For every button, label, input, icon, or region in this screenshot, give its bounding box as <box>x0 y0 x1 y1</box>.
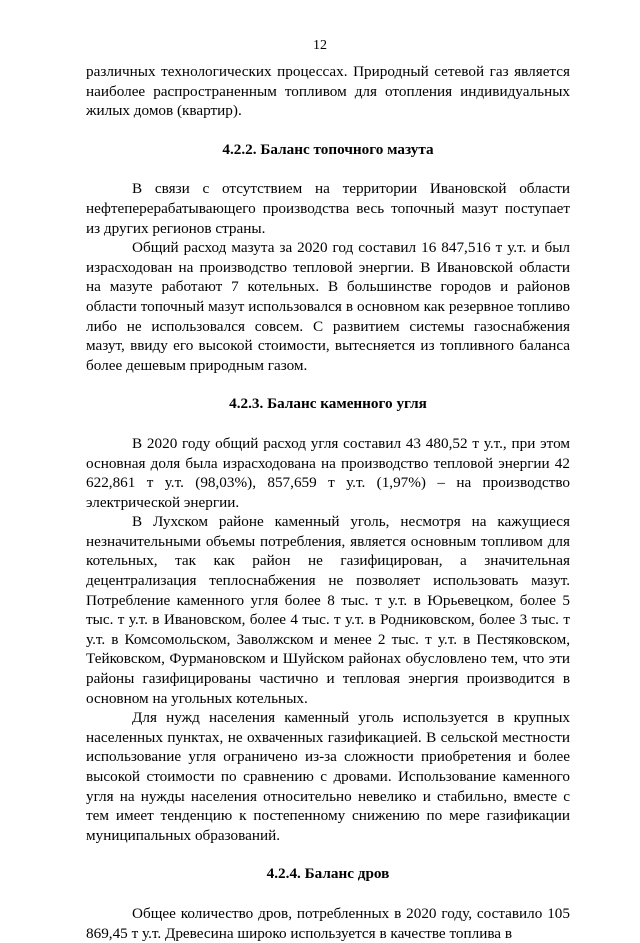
paragraph-fuel-oil-2: Общий расход мазута за 2020 год составил 16 847,516 т у.т. и был израсходован на производство тепловой энергии. В Ивановской области на мазуте работают 7 котельных. В большинстве городов и районов области топочный мазут использовался в основном как резервное топливо либо не использовался совсем. С развитием системы газоснабжения мазут, ввиду его высокой стоимости, вытесняется из топливного баланса более дешевым природным газом. <box>86 239 570 374</box>
page-number: 12 <box>313 38 327 53</box>
section-heading-fuel-oil: 4.2.2. Баланс топочного мазута <box>222 140 434 158</box>
page-content <box>86 62 570 943</box>
paragraph-coal-2: В Лухском районе каменный уголь, несмотря на кажущиеся незначительными объемы потребления, является основным топливом для котельных, так как район не газифицирован, а значительная децентрализация теплоснабжения не позволяет использовать мазут. Потребление каменного угля более 8 тыс. т у.т. в Юрьевецком, более 5 тыс. т у.т. в Ивановском, более 4 тыс. т у.т. в Родниковском, более 3 тыс. т у.т. в Комсомольском, Заволжском и менее 2 тыс. т у.т. в Пестяковском, Тейковском, Фурмановском и Шуйском районах обусловлено тем, что эти районы газифицированы частично и тепловая энергия производится в основном на угольных котельных. <box>86 513 570 707</box>
section-heading-firewood: 4.2.4. Баланс дров <box>266 865 390 883</box>
section-heading-coal: 4.2.3. Баланс каменного угля <box>229 395 427 413</box>
paragraph-coal-1: В 2020 году общий расход угля составил 43 480,52 т у.т., при этом основная доля была израсходована на производство тепловой энергии 42 622,861 т у.т. (98,03%), 857,659 т у.т. (1,97%) – на производство электрической энергии. <box>86 434 570 511</box>
paragraph-fuel-oil-1: В связи с отсутствием на территории Ивановской области нефтеперерабатывающего производства весь топочный мазут поступает из других регионов страны. <box>86 180 570 237</box>
paragraph-firewood-1: Общее количество дров, потребленных в 2020 году, составило 105 869,45 т у.т. Древесина широко используется в качестве топлива в <box>86 904 570 942</box>
paragraph-continuation: различных технологических процессах. Природный сетевой газ является наиболее распространенным топливом для отопления индивидуальных жилых домов (квартир). <box>86 63 570 120</box>
paragraph-coal-3: Для нужд населения каменный уголь используется в крупных населенных пунктах, не охваченных газификацией. В сельской местности использование угля ограничено из-за сложности приобретения и более высокой стоимости по сравнению с дровами. Использование каменного угля на нужды населения относительно невелико и стабильно, вместе с тем имеет тенденцию к постепенному снижению по мере газификации муниципальных образований. <box>86 709 570 844</box>
